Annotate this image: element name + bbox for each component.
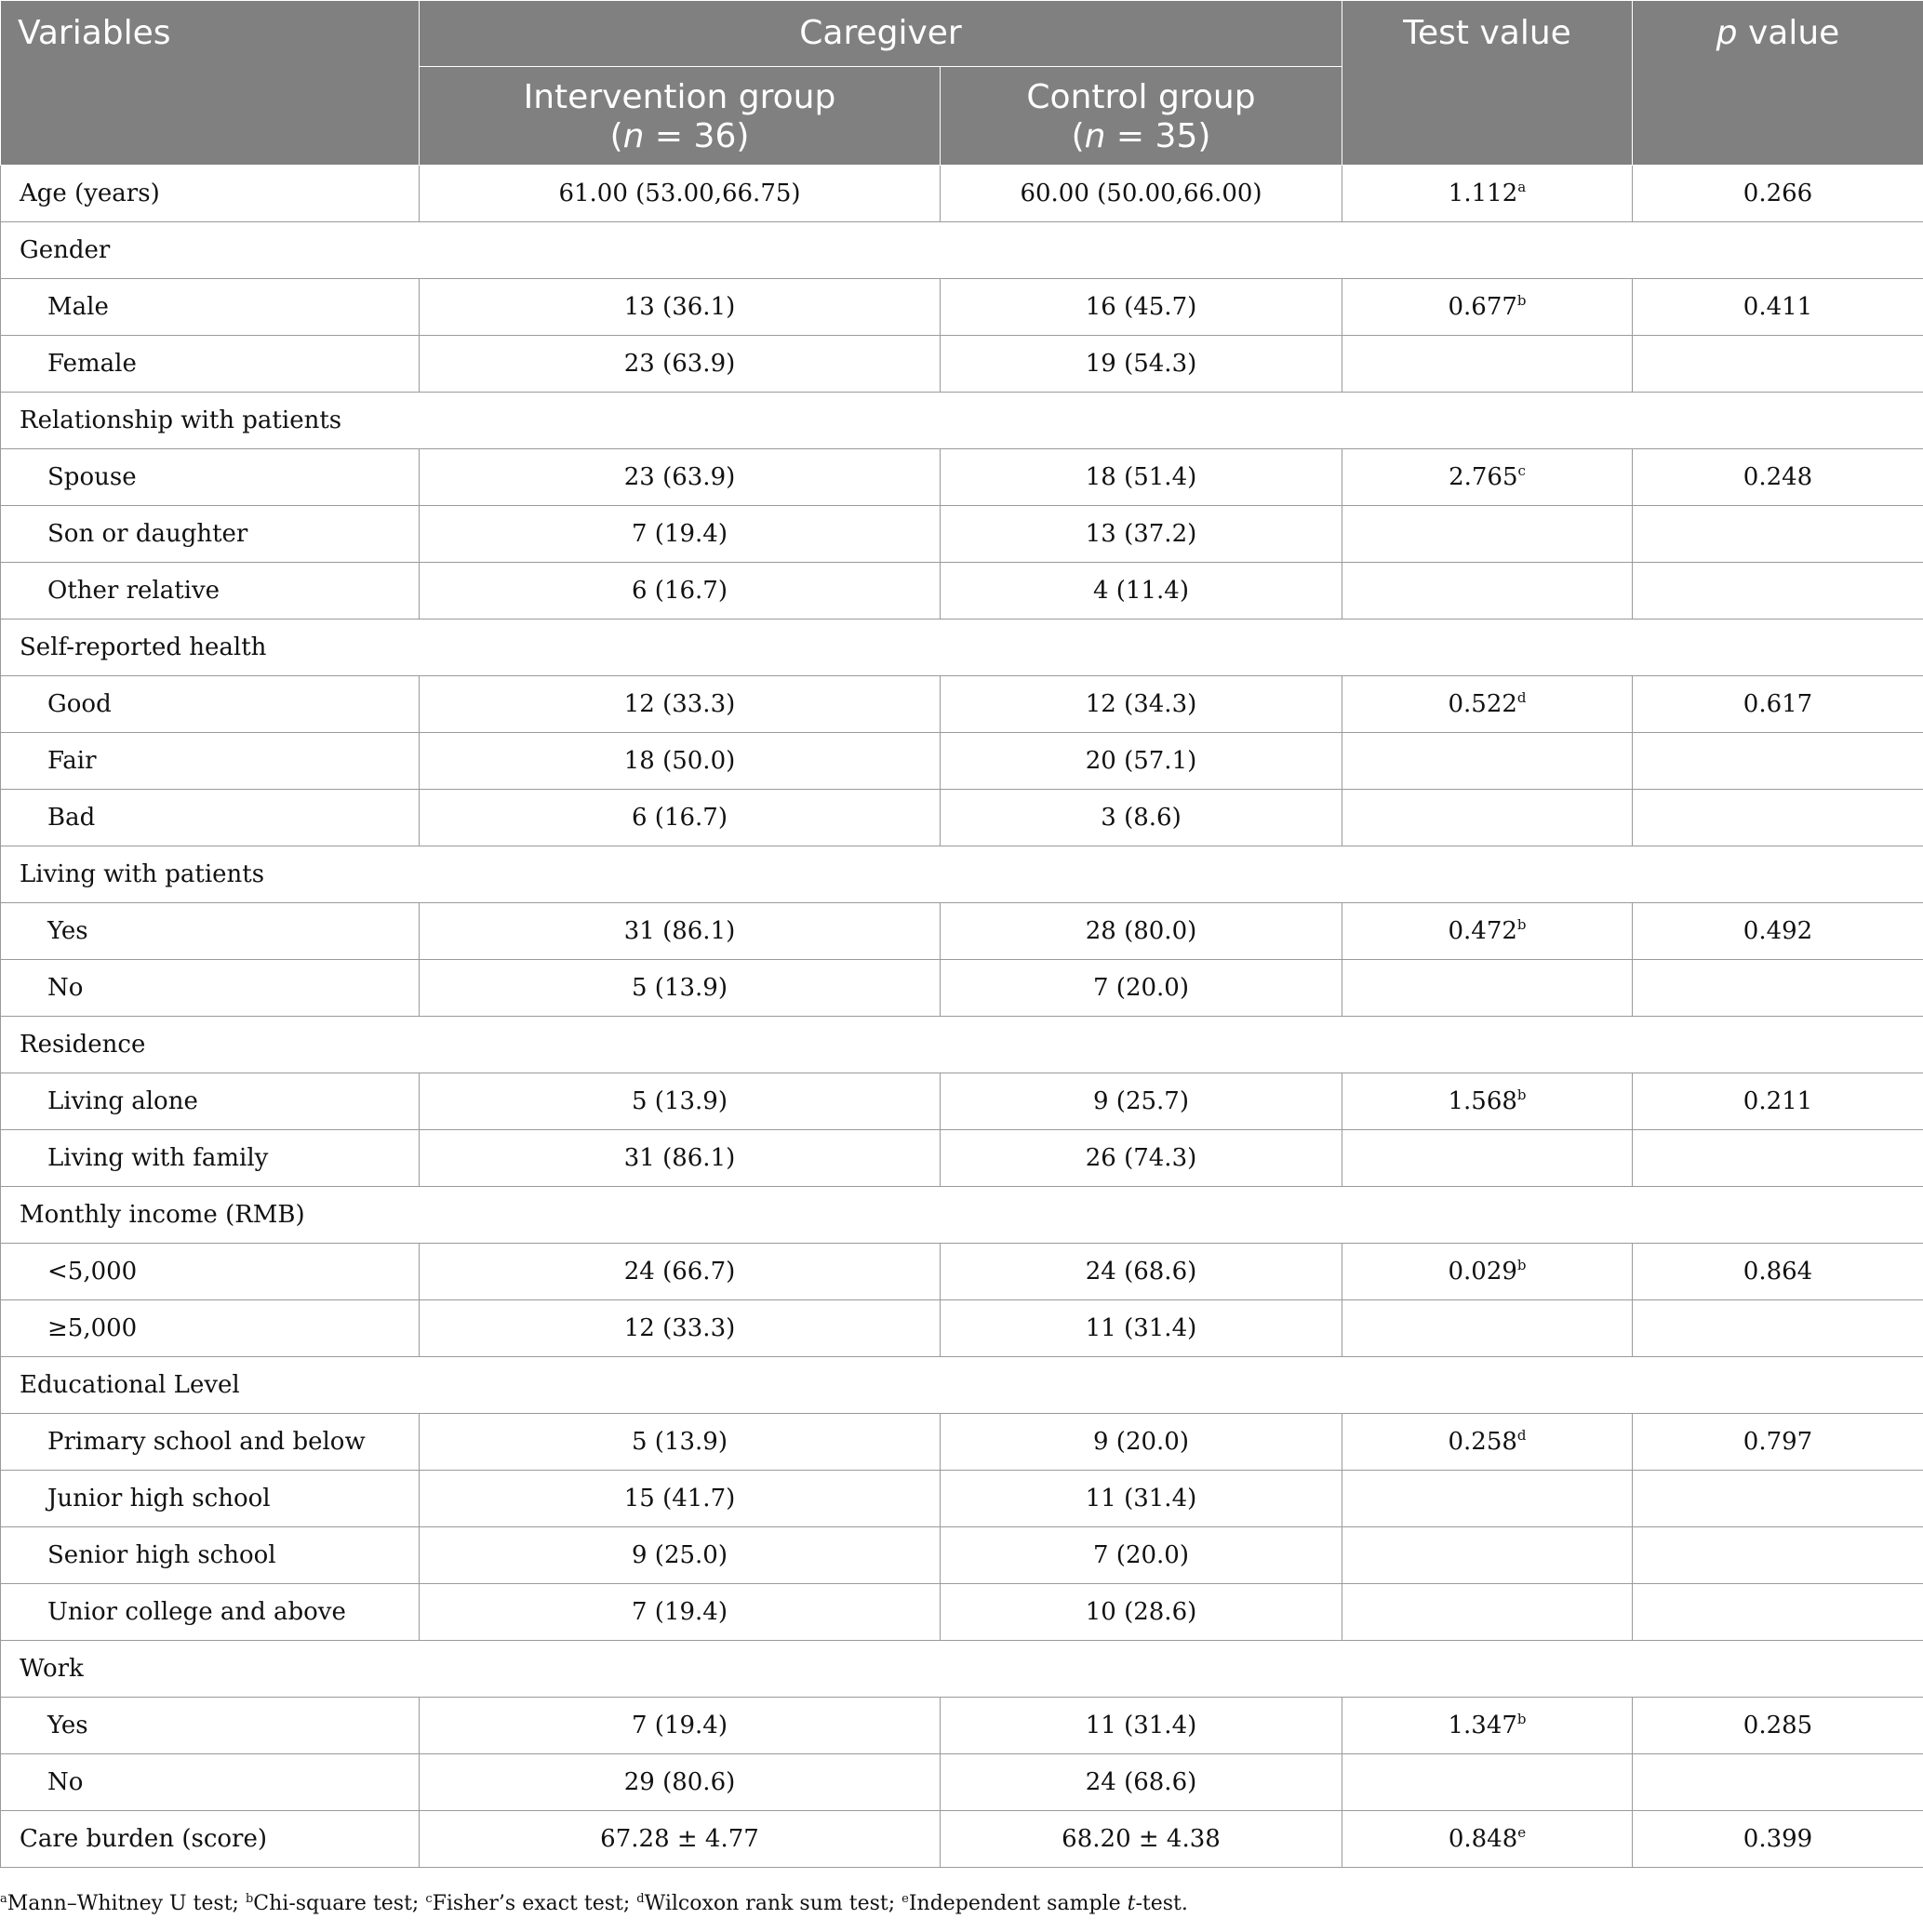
- category-row: [1, 620, 1923, 676]
- header-intervention-group: [420, 67, 941, 166]
- test-value: [1342, 1130, 1633, 1187]
- p-value: [1633, 1527, 1923, 1584]
- test-value: [1342, 1300, 1633, 1357]
- test-value: 0.677$^b$: [1342, 279, 1633, 336]
- table-row: [1, 1584, 1923, 1641]
- intervention-value: 31 (86.1): [420, 903, 941, 960]
- category-row: [1, 846, 1923, 903]
- intervention-value: 29 (80.6): [420, 1754, 941, 1811]
- header-p-rest: value: [1737, 14, 1840, 52]
- intervention-value: 61.00 (53.00,66.75): [420, 166, 941, 222]
- control-value: 7 (20.0): [941, 1527, 1342, 1584]
- header-control-group: [941, 67, 1342, 166]
- control-value: 11 (31.4): [941, 1300, 1342, 1357]
- category-label: Relationship with patients: [1, 393, 1923, 449]
- variable-label: Male: [1, 279, 420, 336]
- test-value: 0.472$^b$: [1342, 903, 1633, 960]
- table-row: [1, 1414, 1923, 1471]
- table-row: [1, 1754, 1923, 1811]
- variable-label: Living alone: [1, 1073, 420, 1130]
- control-value: 60.00 (50.00,66.00): [941, 166, 1342, 222]
- control-value: 20 (57.1): [941, 733, 1342, 790]
- table-row: [1, 1527, 1923, 1584]
- test-value: [1342, 1471, 1633, 1527]
- table-row: [1, 960, 1923, 1017]
- intervention-label: Intervention group: [523, 78, 836, 116]
- p-value: 0.411: [1633, 279, 1923, 336]
- intervention-value: 23 (63.9): [420, 336, 941, 393]
- table-body: [1, 166, 1923, 1868]
- header-test-value: Test value: [1342, 1, 1633, 166]
- control-value: 18 (51.4): [941, 449, 1342, 506]
- control-value: 68.20 ± 4.38: [941, 1811, 1342, 1868]
- table-row: [1, 279, 1923, 336]
- p-value: [1633, 1584, 1923, 1641]
- control-value: 26 (74.3): [941, 1130, 1342, 1187]
- control-value: 9 (25.7): [941, 1073, 1342, 1130]
- category-label: Self-reported health: [1, 620, 1923, 676]
- p-value: [1633, 1300, 1923, 1357]
- p-value: 0.492: [1633, 903, 1923, 960]
- intervention-value: 5 (13.9): [420, 1073, 941, 1130]
- p-value: 0.864: [1633, 1244, 1923, 1300]
- variable-label: Good: [1, 676, 420, 733]
- test-value: 1.112$^a$: [1342, 166, 1633, 222]
- control-n: (n = 35): [1071, 117, 1211, 155]
- variable-label: Female: [1, 336, 420, 393]
- test-value: 0.029$^b$: [1342, 1244, 1633, 1300]
- intervention-value: 5 (13.9): [420, 1414, 941, 1471]
- table-row: [1, 563, 1923, 620]
- intervention-value: 7 (19.4): [420, 1584, 941, 1641]
- variable-label: Other relative: [1, 563, 420, 620]
- category-row: [1, 393, 1923, 449]
- p-value: [1633, 1471, 1923, 1527]
- control-value: 7 (20.0): [941, 960, 1342, 1017]
- control-value: 3 (8.6): [941, 790, 1342, 846]
- control-value: 28 (80.0): [941, 903, 1342, 960]
- variable-label: <5,000: [1, 1244, 420, 1300]
- p-value: 0.248: [1633, 449, 1923, 506]
- variable-label: Yes: [1, 1698, 420, 1754]
- p-value: 0.266: [1633, 166, 1923, 222]
- p-value: [1633, 1754, 1923, 1811]
- test-value: 1.568$^b$: [1342, 1073, 1633, 1130]
- table-row: [1, 790, 1923, 846]
- table-row: [1, 506, 1923, 563]
- table-header: [1, 1, 1923, 166]
- table-row: [1, 449, 1923, 506]
- table-row: [1, 733, 1923, 790]
- p-value: [1633, 960, 1923, 1017]
- control-value: 4 (11.4): [941, 563, 1342, 620]
- intervention-value: 67.28 ± 4.77: [420, 1811, 941, 1868]
- test-value: 2.765$^c$: [1342, 449, 1633, 506]
- intervention-value: 6 (16.7): [420, 563, 941, 620]
- control-value: 11 (31.4): [941, 1698, 1342, 1754]
- table-row: [1, 1073, 1923, 1130]
- test-value: [1342, 1754, 1633, 1811]
- table-row: [1, 1811, 1923, 1868]
- p-value: [1633, 790, 1923, 846]
- p-value: 0.285: [1633, 1698, 1923, 1754]
- variable-label: Primary school and below: [1, 1414, 420, 1471]
- test-value: [1342, 506, 1633, 563]
- table-footnote: $^a$Mann–Whitney U test; $^b$Chi-square test; $^c$Fisher’s exact test; $^d$Wilcoxon rank sum test; $^e$Independent sample t-test.: [0, 1892, 1188, 1915]
- p-value: [1633, 336, 1923, 393]
- intervention-value: 7 (19.4): [420, 1698, 941, 1754]
- category-label: Gender: [1, 222, 1923, 279]
- variable-label: Senior high school: [1, 1527, 420, 1584]
- control-label: Control group: [1026, 78, 1256, 116]
- category-label: Work: [1, 1641, 1923, 1698]
- intervention-value: 18 (50.0): [420, 733, 941, 790]
- p-value: [1633, 733, 1923, 790]
- control-value: 12 (34.3): [941, 676, 1342, 733]
- variable-label: No: [1, 960, 420, 1017]
- control-value: 24 (68.6): [941, 1244, 1342, 1300]
- control-value: 13 (37.2): [941, 506, 1342, 563]
- intervention-value: 5 (13.9): [420, 960, 941, 1017]
- test-value: 1.347$^b$: [1342, 1698, 1633, 1754]
- control-value: 19 (54.3): [941, 336, 1342, 393]
- p-value: 0.797: [1633, 1414, 1923, 1471]
- test-value: 0.258$^d$: [1342, 1414, 1633, 1471]
- intervention-value: 12 (33.3): [420, 676, 941, 733]
- variable-label: Spouse: [1, 449, 420, 506]
- intervention-value: 6 (16.7): [420, 790, 941, 846]
- p-value: 0.211: [1633, 1073, 1923, 1130]
- intervention-value: 31 (86.1): [420, 1130, 941, 1187]
- test-value: [1342, 790, 1633, 846]
- header-variables: Variables: [1, 1, 420, 166]
- intervention-value: 9 (25.0): [420, 1527, 941, 1584]
- category-label: Living with patients: [1, 846, 1923, 903]
- control-value: 9 (20.0): [941, 1414, 1342, 1471]
- test-value: [1342, 336, 1633, 393]
- table-row: [1, 903, 1923, 960]
- intervention-value: 12 (33.3): [420, 1300, 941, 1357]
- intervention-value: 24 (66.7): [420, 1244, 941, 1300]
- test-value: 0.522$^d$: [1342, 676, 1633, 733]
- header-p-italic: p: [1716, 14, 1738, 52]
- table-row: [1, 1244, 1923, 1300]
- test-value: [1342, 563, 1633, 620]
- header-p-value: [1633, 1, 1923, 166]
- variable-label: Son or daughter: [1, 506, 420, 563]
- category-row: [1, 1357, 1923, 1414]
- variable-label: Yes: [1, 903, 420, 960]
- variable-label: Bad: [1, 790, 420, 846]
- control-value: 16 (45.7): [941, 279, 1342, 336]
- variable-label: Fair: [1, 733, 420, 790]
- category-label: Monthly income (RMB): [1, 1187, 1923, 1244]
- p-value: [1633, 506, 1923, 563]
- category-row: [1, 1017, 1923, 1073]
- variable-label: ≥5,000: [1, 1300, 420, 1357]
- test-value: [1342, 733, 1633, 790]
- table-row: [1, 676, 1923, 733]
- table-row: [1, 1471, 1923, 1527]
- category-row: [1, 222, 1923, 279]
- variable-label: Living with family: [1, 1130, 420, 1187]
- category-row: [1, 1187, 1923, 1244]
- intervention-n: (n = 36): [609, 117, 750, 155]
- table-row: [1, 166, 1923, 222]
- test-value: 0.848e: [1342, 1811, 1633, 1868]
- variable-label: Junior high school: [1, 1471, 420, 1527]
- header-caregiver: Caregiver: [420, 1, 1342, 67]
- table-row: [1, 1300, 1923, 1357]
- intervention-value: 23 (63.9): [420, 449, 941, 506]
- table-row: [1, 1698, 1923, 1754]
- category-label: Educational Level: [1, 1357, 1923, 1414]
- variable-label: Unior college and above: [1, 1584, 420, 1641]
- p-value: [1633, 563, 1923, 620]
- table-row: [1, 336, 1923, 393]
- table-row: [1, 1130, 1923, 1187]
- control-value: 11 (31.4): [941, 1471, 1342, 1527]
- control-value: 24 (68.6): [941, 1754, 1342, 1811]
- p-value: [1633, 1130, 1923, 1187]
- intervention-value: 13 (36.1): [420, 279, 941, 336]
- control-value: 10 (28.6): [941, 1584, 1342, 1641]
- test-value: [1342, 1527, 1633, 1584]
- intervention-value: 15 (41.7): [420, 1471, 941, 1527]
- variable-label: Care burden (score): [1, 1811, 420, 1868]
- test-value: [1342, 1584, 1633, 1641]
- category-label: Residence: [1, 1017, 1923, 1073]
- test-value: [1342, 960, 1633, 1017]
- variable-label: Age (years): [1, 166, 420, 222]
- category-row: [1, 1641, 1923, 1698]
- intervention-value: 7 (19.4): [420, 506, 941, 563]
- p-value: 0.399: [1633, 1811, 1923, 1868]
- p-value: 0.617: [1633, 676, 1923, 733]
- variable-label: No: [1, 1754, 420, 1811]
